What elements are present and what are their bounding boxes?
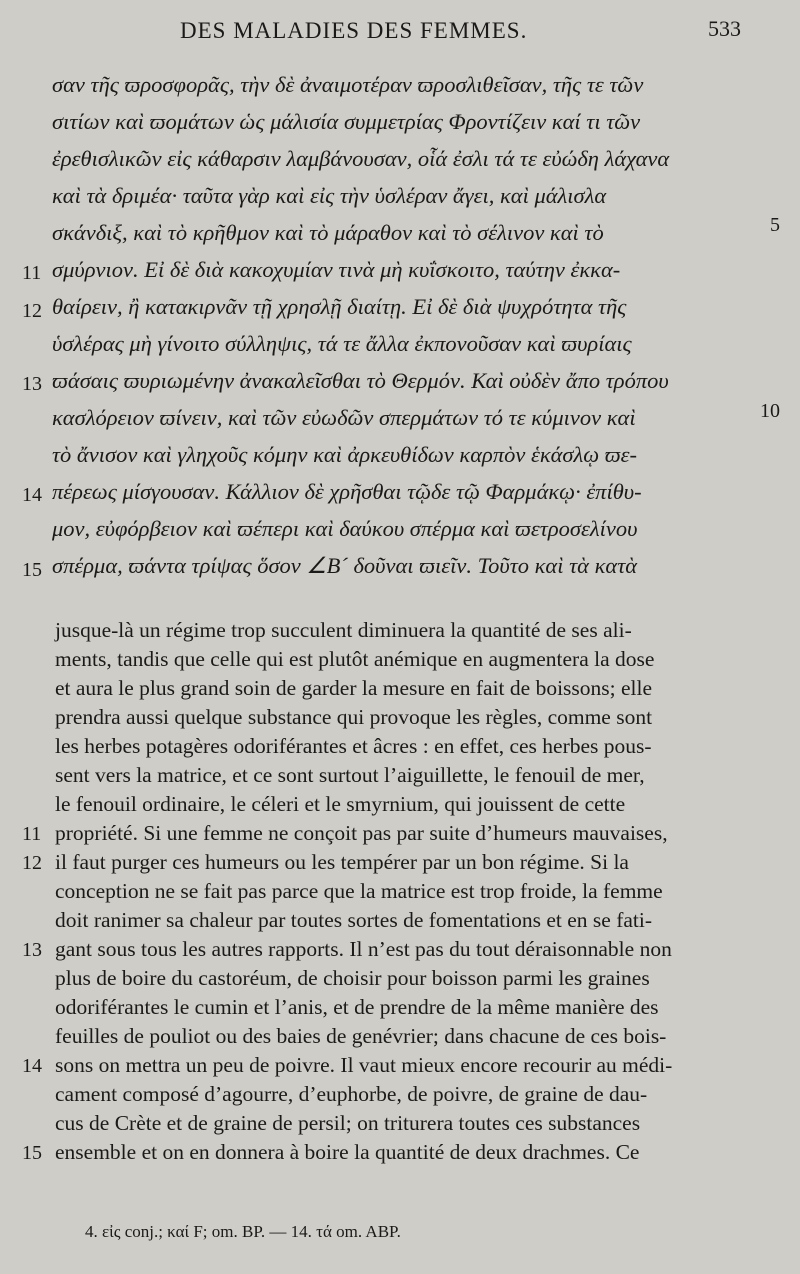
- greek-line: σιτίων καὶ ϖομάτων ὡς μάλισία συμμετρίας Φροντίζειν καί τι τῶν: [52, 109, 641, 134]
- french-margin-number: 13: [22, 939, 42, 961]
- greek-right-line-number: 10: [760, 400, 780, 422]
- french-line: odoriférantes le cumin et l’anis, et de prendre de la même manière des: [55, 995, 659, 1019]
- greek-right-line-number: 5: [770, 214, 780, 236]
- french-line: feuilles de pouliot ou des baies de genévrier; dans chacune de ces bois-: [55, 1024, 667, 1048]
- greek-line: ϖάσαις ϖυριωμένην ἀνακαλεῖσθαι τὸ Θερμόν. Καὶ οὐδὲν ἄπο τρόπου: [52, 368, 669, 393]
- french-line: et aura le plus grand soin de garder la mesure en fait de boissons; elle: [55, 676, 653, 700]
- greek-margin-number: 14: [22, 484, 42, 506]
- french-line: plus de boire du castoréum, de choisir pour boisson parmi les graines: [55, 966, 650, 990]
- greek-margin-number: 12: [22, 300, 42, 322]
- running-header-title: DES MALADIES DES FEMMES.: [180, 18, 528, 43]
- greek-line: σκάνδιξ, καὶ τὸ κρῆθμον καὶ τὸ μάραθον καὶ τὸ σέλινον καὶ τὸ: [52, 220, 604, 245]
- greek-line: κασλόρειον ϖίνειν, καὶ τῶν εὐωδῶν σπερμάτων τό τε κύμινον καὶ: [52, 405, 636, 430]
- french-line: les herbes potagères odoriférantes et âcres : en effet, ces herbes pous-: [55, 734, 652, 758]
- page-number: 533: [708, 16, 741, 41]
- french-line: propriété. Si une femme ne conçoit pas par suite d’humeurs mauvaises,: [55, 821, 668, 845]
- greek-line: σαν τῆς ϖροσφορᾶς, τὴν δὲ ἀναιμοτέραν ϖροσλιθεῖσαν, τῆς τε τῶν: [52, 72, 644, 97]
- french-line: cus de Crète et de graine de persil; on triturera toutes ces substances: [55, 1111, 641, 1135]
- greek-line: θαίρειν, ἢ κατακιρνᾶν τῇ χρησλῇ διαίτῃ. Εἰ δὲ διὰ ψυχρότητα τῆς: [52, 294, 627, 319]
- french-line: conception ne se fait pas parce que la matrice est trop froide, la femme: [55, 879, 663, 903]
- greek-margin-number: 13: [22, 373, 42, 395]
- greek-line: σπέρμα, ϖάντα τρίψας ὅσον ∠Β´ δοῦναι ϖιεῖν. Τοῦτο καὶ τὰ κατὰ: [52, 553, 638, 578]
- footnote: 4. εἰς conj.; καί F; om. BP. — 14. τά om. ABP.: [85, 1222, 401, 1241]
- greek-line: μον, εὐφόρβειον καὶ ϖέπερι καὶ δαύκου σπέρμα καὶ ϖετροσελίνου: [52, 516, 638, 541]
- french-line: prendra aussi quelque substance qui provoque les règles, comme sont: [55, 705, 653, 729]
- french-line: gant sous tous les autres rapports. Il n’est pas du tout déraisonnable non: [55, 937, 672, 961]
- french-line: sons on mettra un peu de poivre. Il vaut mieux encore recourir au médi-: [55, 1053, 673, 1077]
- greek-line: σμύρνιον. Εἰ δὲ διὰ κακοχυμίαν τινὰ μὴ κυΐσκοιτο, ταύτην ἐκκα-: [52, 257, 621, 282]
- french-margin-number: 15: [22, 1142, 42, 1164]
- french-line: sent vers la matrice, et ce sont surtout l’aiguillette, le fenouil de mer,: [55, 763, 645, 787]
- greek-line: ἐρεθισλικῶν εἰς κάθαρσιν λαμβάνουσαν, οἷά ἐσλι τά τε εὐώδη λάχανα: [52, 146, 670, 171]
- french-line: le fenouil ordinaire, le céleri et le smyrnium, qui jouissent de cette: [55, 792, 626, 816]
- french-margin-number: 14: [22, 1055, 42, 1077]
- greek-margin-number: 15: [22, 559, 42, 581]
- french-margin-number: 12: [22, 852, 42, 874]
- greek-line: ὑσλέρας μὴ γίνοιτο σύλληψις, τά τε ἄλλα ἐκπονοῦσαν καὶ ϖυρίαις: [52, 331, 632, 356]
- french-margin-number: 11: [22, 823, 42, 845]
- french-line: ments, tandis que celle qui est plutôt anémique en augmentera la dose: [55, 647, 655, 671]
- french-line: il faut purger ces humeurs ou les tempérer par un bon régime. Si la: [55, 850, 629, 874]
- greek-line: καὶ τὰ δριμέα· ταῦτα γὰρ καὶ εἰς τὴν ὑσλέραν ἄγει, καὶ μάλισλα: [52, 183, 607, 208]
- french-line: jusque-là un régime trop succulent diminuera la quantité de ses ali-: [55, 618, 632, 642]
- greek-line: πέρεως μίσγουσαν. Κάλλιον δὲ χρῆσθαι τῷδε τῷ Φαρμάκῳ· ἐπίθυ-: [52, 479, 642, 504]
- french-line: doit ranimer sa chaleur par toutes sortes de fomentations et en se fati-: [55, 908, 653, 932]
- greek-margin-number: 11: [22, 262, 42, 284]
- french-line: ensemble et on en donnera à boire la quantité de deux drachmes. Ce: [55, 1140, 640, 1164]
- french-line: cament composé d’agourre, d’euphorbe, de poivre, de graine de dau-: [55, 1082, 648, 1106]
- greek-line: τὸ ἄνισον καὶ γληχοῦς κόμην καὶ ἀρκευθίδων καρπὸν ἑκάσλῳ ϖε-: [52, 442, 638, 467]
